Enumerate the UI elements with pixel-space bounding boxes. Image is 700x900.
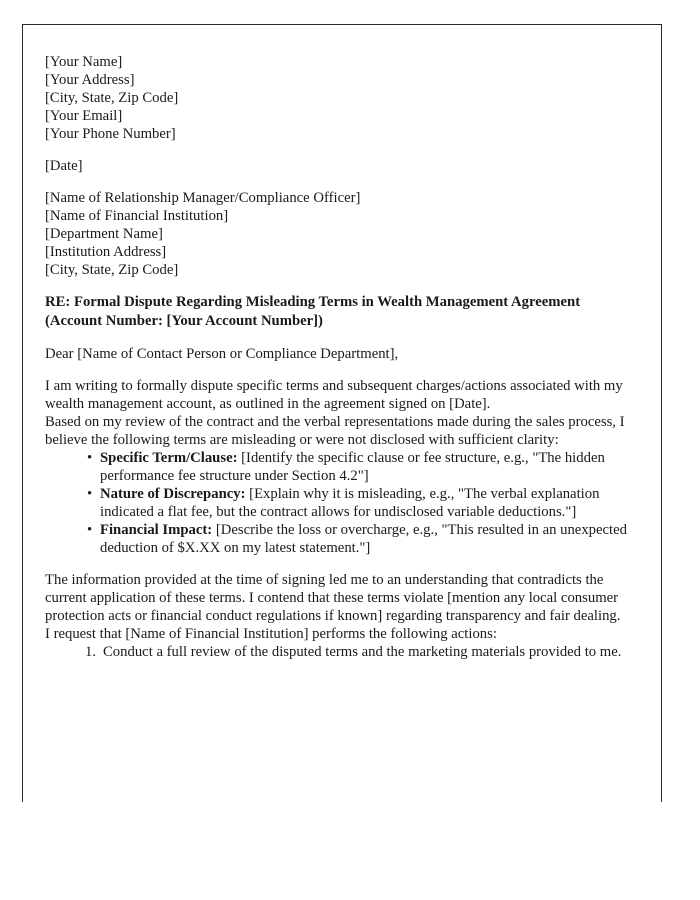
dispute-item-detail: [Explain why it is misleading, e.g., "The verbal explanation indicated a flat fee, but the contract allows for undisclosed variable deductions."] bbox=[100, 486, 600, 520]
list-item bbox=[87, 449, 633, 485]
dispute-item-text bbox=[100, 521, 633, 557]
sender-name-line: [Your Name] bbox=[45, 54, 123, 70]
recipient-contact-line: [Name of Relationship Manager/Compliance Officer] bbox=[45, 190, 361, 206]
sender-city-state-zip-line: [City, State, Zip Code] bbox=[45, 90, 179, 106]
recipient-department-line: [Department Name] bbox=[45, 226, 163, 242]
recipient-address-block bbox=[45, 189, 633, 279]
dispute-item-text bbox=[100, 449, 633, 485]
sender-address-block bbox=[45, 53, 633, 143]
sender-email-line: [Your Email] bbox=[45, 108, 123, 124]
recipient-city-state-zip-line: [City, State, Zip Code] bbox=[45, 262, 179, 278]
dispute-item-label: Nature of Discrepancy: bbox=[100, 486, 246, 502]
salutation-line: Dear [Name of Contact Person or Compliance Department], bbox=[45, 346, 399, 362]
dispute-item-text bbox=[100, 485, 633, 521]
sender-phone-line: [Your Phone Number] bbox=[45, 126, 176, 142]
list-item bbox=[87, 521, 633, 557]
requested-action-text: Conduct a full review of the disputed terms and the marketing materials provided to me. bbox=[103, 644, 622, 660]
document-body bbox=[23, 25, 661, 661]
list-item bbox=[87, 643, 633, 661]
paragraph-basis: Based on my review of the contract and the verbal representations made during the sales process, I believe the following terms are misleading or were not disclosed with sufficient clarity: bbox=[45, 414, 625, 448]
dispute-items-list bbox=[45, 449, 633, 557]
recipient-address-line: [Institution Address] bbox=[45, 244, 167, 260]
dispute-item-label: Financial Impact: bbox=[100, 522, 213, 538]
dispute-item-label: Specific Term/Clause: bbox=[100, 450, 238, 466]
document-page bbox=[22, 24, 662, 802]
subject-line: RE: Formal Dispute Regarding Misleading Terms in Wealth Management Agreement (Account Number: [Your Account Number]) bbox=[45, 294, 581, 329]
paragraph-intro: I am writing to formally dispute specific terms and subsequent charges/actions associated with my wealth management account, as outlined in the agreement signed on [Date]. bbox=[45, 378, 623, 412]
requested-actions-list bbox=[45, 643, 633, 661]
dispute-item-detail: [Describe the loss or overcharge, e.g., "This resulted in an unexpected deduction of $X.XX on my latest statement."] bbox=[100, 522, 627, 556]
recipient-institution-line: [Name of Financial Institution] bbox=[45, 208, 229, 224]
sender-address-line: [Your Address] bbox=[45, 72, 135, 88]
date-block bbox=[45, 157, 633, 175]
dispute-item-detail: [Identify the specific clause or fee structure, e.g., "The hidden performance fee structure under Section 4.2"] bbox=[100, 450, 605, 484]
date-line: [Date] bbox=[45, 158, 83, 174]
paragraph-contradiction: The information provided at the time of signing led me to an understanding that contradicts the current application of these terms. I contend that these terms violate [mention any local consumer protection acts or financial conduct regulations if known] regarding transparency and fair dealing. bbox=[45, 572, 621, 624]
paragraph-request: I request that [Name of Financial Institution] performs the following actions: bbox=[45, 626, 497, 642]
list-item bbox=[87, 485, 633, 521]
